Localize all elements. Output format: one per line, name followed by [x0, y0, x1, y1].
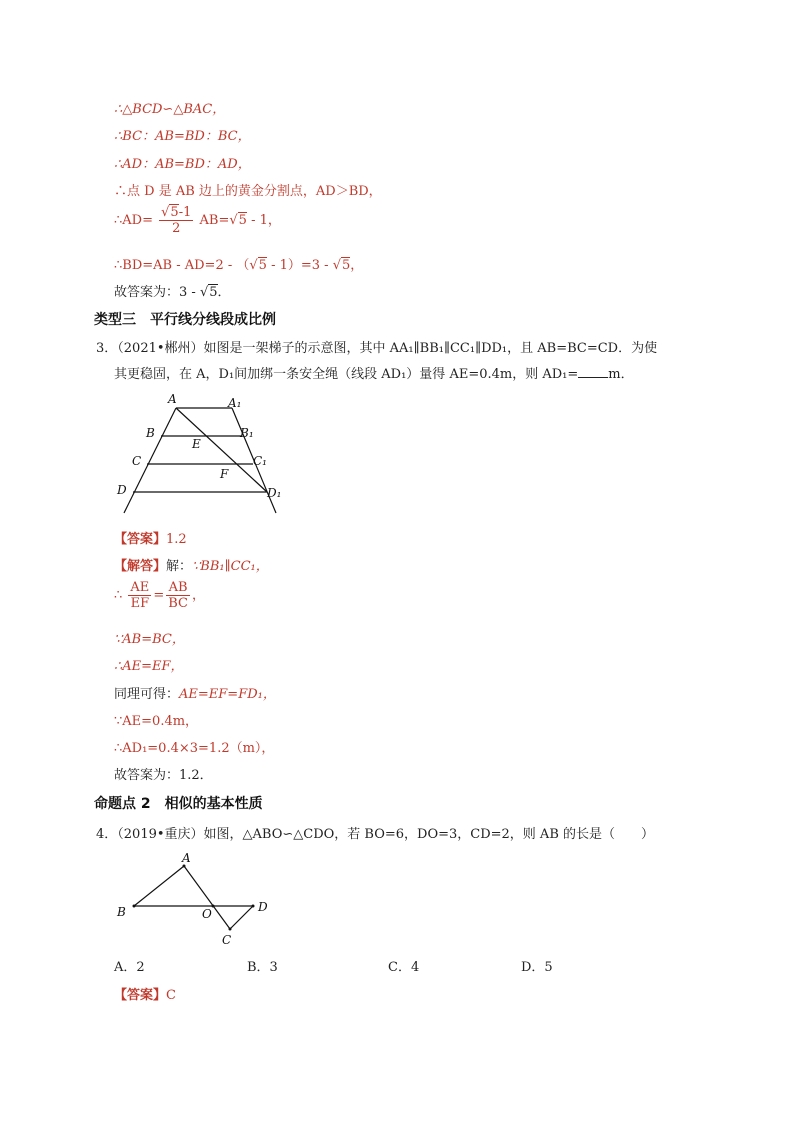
solution-tag: 【解答】 — [114, 559, 167, 574]
final-answer-prefix: 故答案为：3 - — [114, 285, 200, 300]
option-b: B．3 — [247, 960, 278, 975]
fraction-ae: AE — [130, 580, 150, 595]
equal-segments: AE=EF=FD₁， — [179, 687, 276, 702]
section-heading: 类型三 平行线分线段成比例 — [94, 312, 276, 328]
ab-part: AB= — [199, 213, 230, 228]
fraction-ef: EF — [130, 596, 150, 611]
comma: ， — [191, 588, 205, 603]
answer-tag: 【答案】 — [114, 532, 167, 547]
q3-solution-line6: ∵AE=0.4m， — [114, 714, 199, 729]
label-b: B — [117, 905, 126, 919]
solution-line-ratio-bc: ∴BC：AB=BD：BC， — [114, 129, 251, 144]
bd-prefix: ∴BD=AB - AD=2 - （ — [114, 258, 250, 273]
label-d1: D₁ — [267, 486, 282, 500]
golden-ratio-fraction: $\frac{√5-1}{2}$ — [161, 205, 192, 236]
sqrt-five: 5 — [238, 213, 247, 228]
q3-answer-line — [114, 528, 187, 547]
label-d: D — [117, 483, 127, 497]
final-answer-end: ． — [217, 285, 231, 300]
solution-line-similar-triangles: ∴△BCD∽△BAC， — [114, 102, 226, 117]
q3-text-line1: 3．（2021•郴州）如图是一架梯子的示意图，其中 AA₁∥BB₁∥CC₁∥DD₁，且 AB=BC=CD．为使 — [96, 341, 658, 356]
therefore-symbol: ∴ — [114, 588, 123, 603]
q3-solution-line1 — [114, 555, 269, 574]
label-a1: A₁ — [228, 396, 242, 410]
label-o: O — [202, 907, 212, 921]
q3-solution-line8: 故答案为：1.2． — [114, 768, 213, 783]
solution-line-ad-value: ∴AD= $\frac{√5-1}{2}$ AB=√5 - 1， — [114, 205, 281, 236]
label-e: E — [192, 437, 201, 451]
q3-solution-line4: ∴AE=EF， — [114, 659, 184, 674]
q4-answer-line — [114, 984, 176, 1003]
fraction-ae-ef — [128, 580, 151, 611]
equals-sign: = — [153, 588, 165, 603]
final-answer-line: 故答案为：3 - √5． — [114, 285, 231, 300]
proposition-heading: 命题点 2 相似的基本性质 — [94, 796, 263, 812]
fraction-ab-bc — [166, 580, 190, 611]
option-a: A．2 — [114, 960, 145, 975]
sqrt-five: 5 — [209, 285, 218, 300]
sqrt-five: 5 — [258, 258, 267, 273]
label-f: F — [220, 467, 229, 481]
ladder-figure — [112, 390, 292, 520]
triangles-figure — [112, 848, 282, 948]
answer-blank — [578, 366, 608, 378]
q3-text-line2 — [114, 363, 634, 382]
label-c: C — [222, 933, 232, 947]
fraction-numerator-rest: -1 — [178, 205, 192, 220]
answer-value: 1.2 — [166, 532, 187, 547]
q3-solution-line3: ∵AB=BC， — [114, 632, 185, 647]
bd-middle: - 1）=3 - — [266, 258, 333, 273]
sqrt-five: 5 — [342, 258, 351, 273]
label-a: A — [168, 392, 177, 406]
q4-text: 4．（2019•重庆）如图，△ABO∽△CDO，若 BO=6，DO=3，CD=2，则 AB 的长是（ ） — [96, 827, 655, 842]
solution-line-bd-value: ∴BD=AB - AD=2 - （√5 - 1）=3 - √5， — [114, 258, 364, 273]
answer-tag: 【答案】 — [114, 988, 167, 1003]
fraction-ab: AB — [166, 580, 190, 596]
q3-solution-line2 — [114, 580, 205, 611]
q3-text-line2-main: 其更稳固，在 A，D₁间加绑一条安全绳（线段 AD₁）量得 AE=0.4m，则 AD₁= — [114, 367, 579, 382]
q3-unit: m． — [608, 367, 634, 382]
minus-one: - 1， — [246, 213, 281, 228]
option-c: C．4 — [388, 960, 420, 975]
q3-solution-line5 — [114, 683, 276, 702]
solution-intro: 解： — [166, 559, 193, 574]
label-d: D — [258, 900, 268, 914]
q3-solution-line7: ∴AD₁=0.4×3=1.2（m）， — [114, 741, 275, 756]
fraction-denominator: 2 — [172, 221, 181, 236]
fraction-bc: BC — [168, 596, 188, 611]
label-a: A — [182, 851, 191, 865]
label-b1: B₁ — [240, 426, 254, 440]
bd-end: ， — [350, 258, 364, 273]
answer-value: C — [166, 988, 176, 1003]
label-c: C — [132, 454, 142, 468]
ad-prefix: ∴AD= — [114, 213, 153, 228]
solution-parallel: ∵BB₁∥CC₁， — [192, 559, 269, 574]
sqrt-five: 5 — [170, 205, 179, 220]
solution-line-golden-point: ∴点 D 是 AB 边上的黄金分割点，AD＞BD， — [114, 184, 382, 199]
label-c1: C₁ — [253, 454, 267, 468]
label-b: B — [146, 426, 155, 440]
similarly-text: 同理可得： — [114, 687, 180, 702]
option-d: D．5 — [521, 960, 553, 975]
solution-line-ratio-ad: ∴AD：AB=BD：AD， — [114, 157, 251, 172]
